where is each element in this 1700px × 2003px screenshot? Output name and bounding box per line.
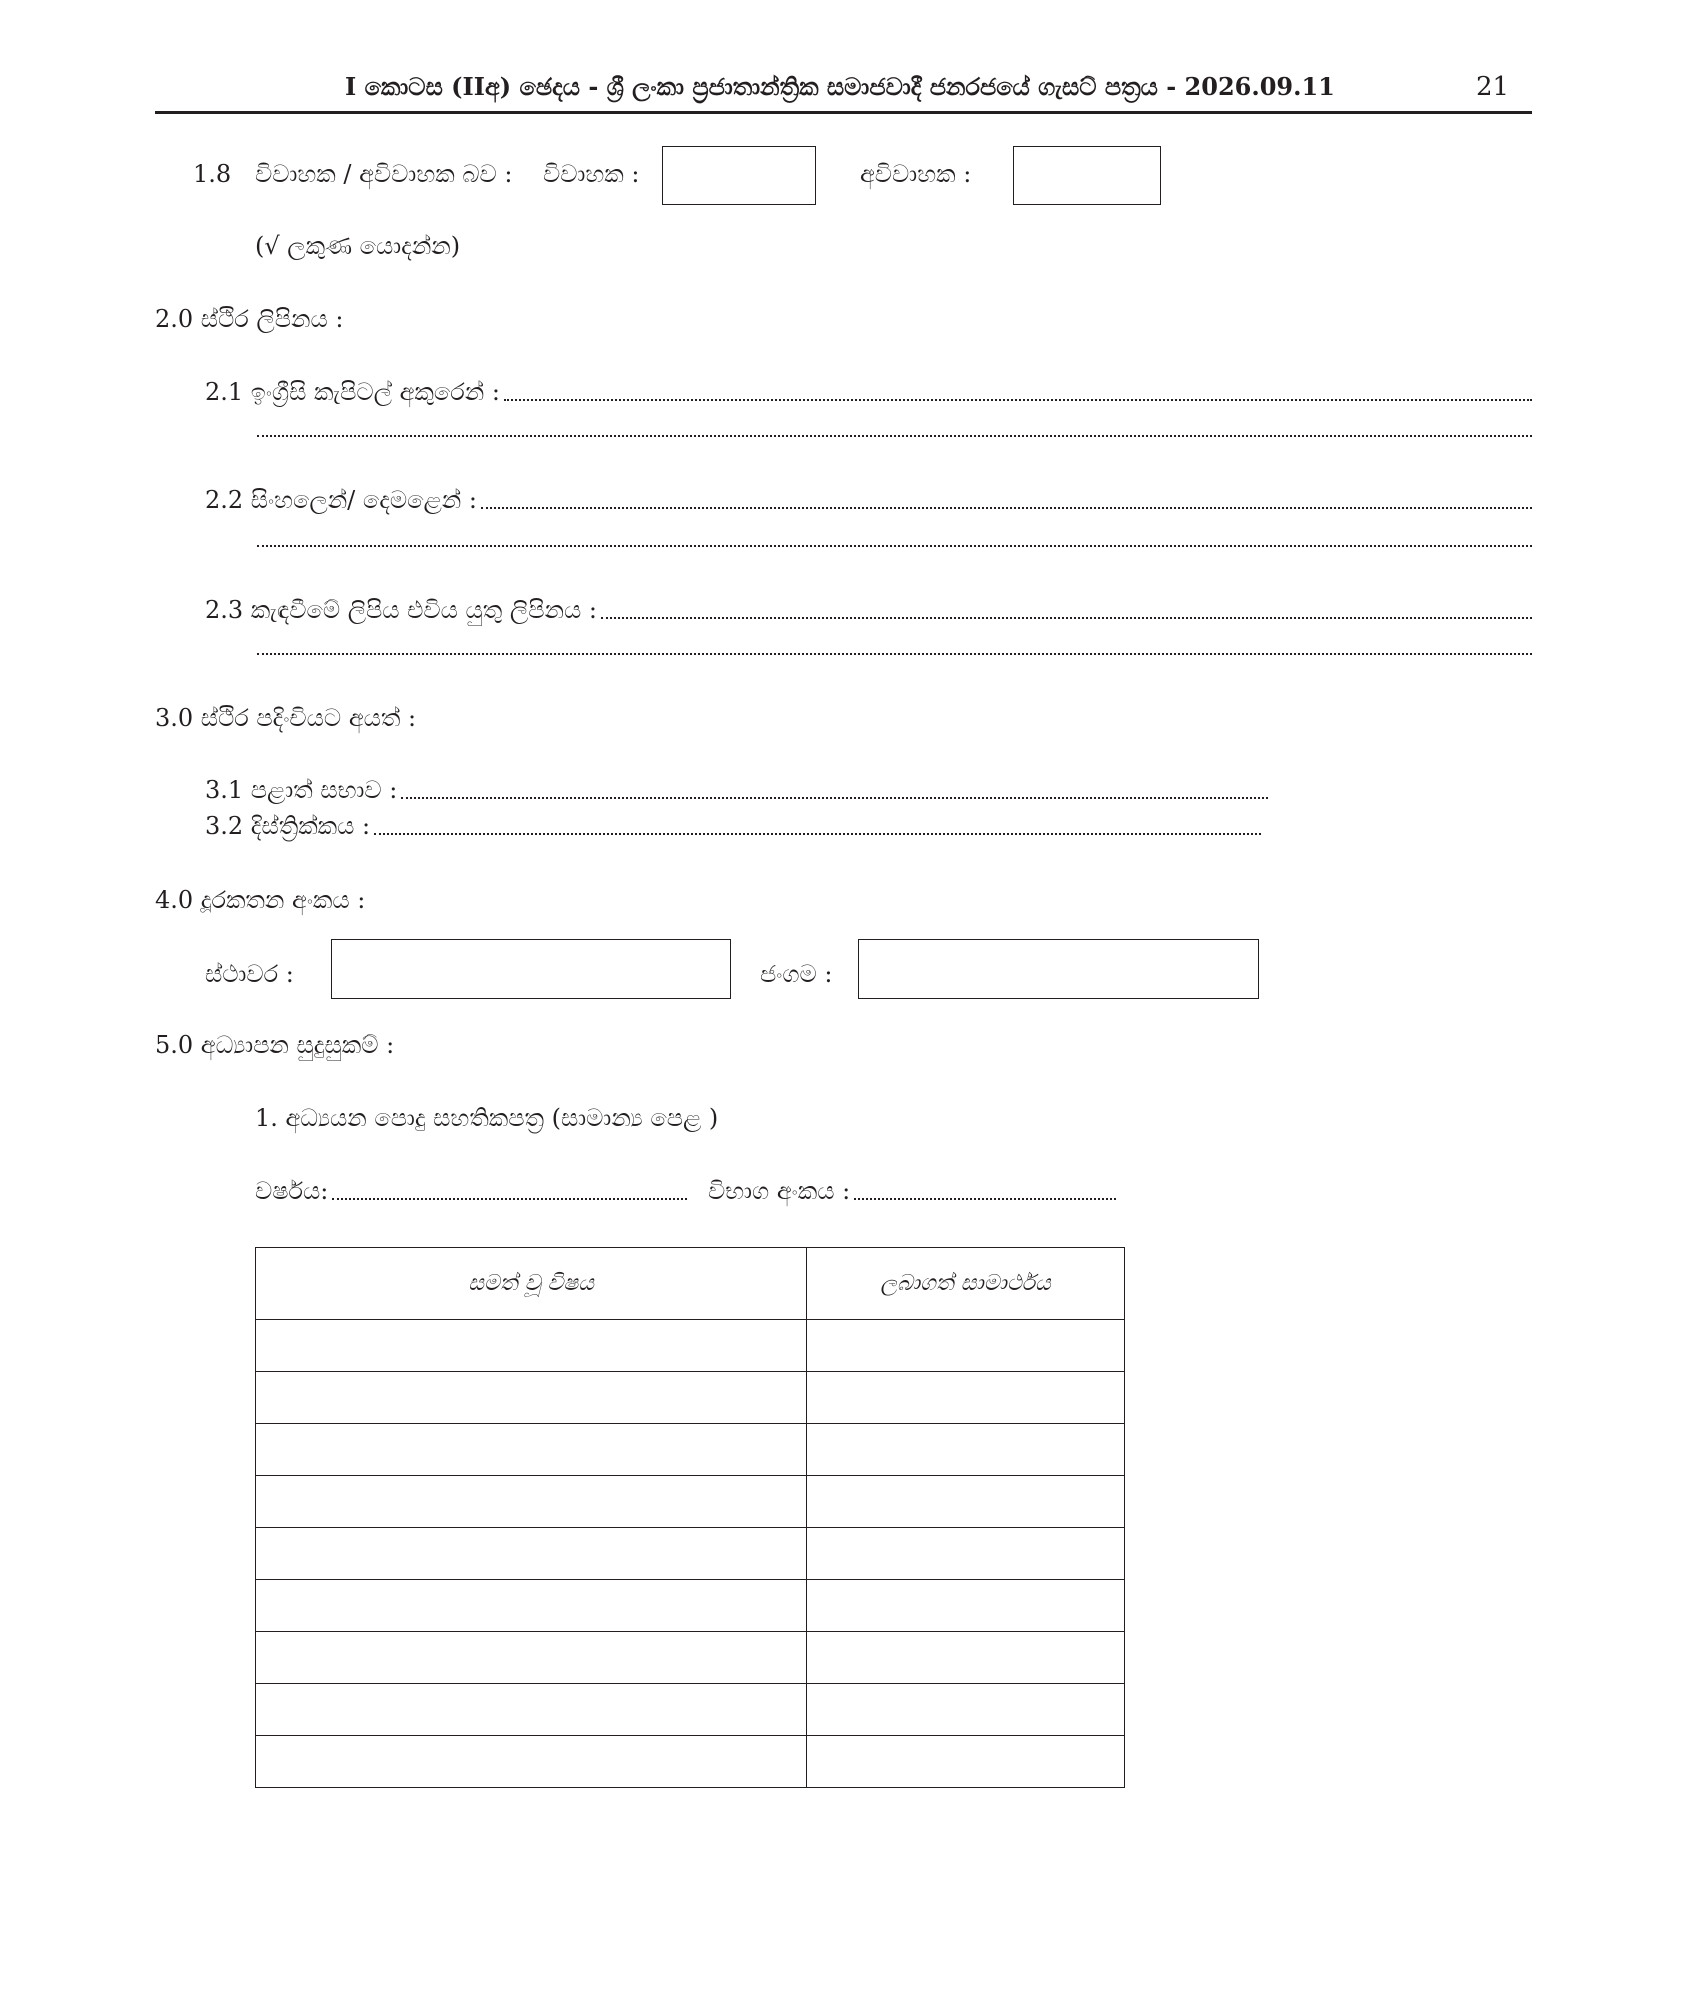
- grade-cell[interactable]: [807, 1632, 1125, 1684]
- subject-cell[interactable]: [256, 1736, 807, 1788]
- subject-cell[interactable]: [256, 1372, 807, 1424]
- ol-certificate-heading: 1. අධ්‍යයන පොදු සහතිකපත්‍ර (සාමාන්‍ය පෙළ ): [255, 1104, 719, 1132]
- subject-column-header: සමත් වූ විෂය: [256, 1248, 807, 1320]
- address-english-label: 2.1 ඉංග්‍රීසි කැපිටල් අකුරෙන් :: [205, 378, 500, 406]
- subject-cell[interactable]: [256, 1476, 807, 1528]
- section-3-heading: 3.0 ස්ථිර පදිංචියට අයත් :: [155, 704, 417, 732]
- married-checkbox[interactable]: [662, 146, 816, 205]
- address-english-line-2[interactable]: [257, 435, 1532, 437]
- marital-status-label: විවාහක / අවිවාහක බව :: [255, 160, 513, 188]
- correspondence-address-line-2[interactable]: [257, 653, 1532, 655]
- subject-cell[interactable]: [256, 1580, 807, 1632]
- table-row: [256, 1320, 1125, 1372]
- exam-year-field[interactable]: [255, 1177, 687, 1205]
- table-row: [256, 1476, 1125, 1528]
- married-label: විවාහක :: [543, 160, 640, 188]
- subject-cell[interactable]: [256, 1424, 807, 1476]
- mobile-phone-label: ජංගම :: [760, 960, 833, 988]
- section-1-8-number: 1.8: [193, 160, 232, 188]
- subject-cell[interactable]: [256, 1528, 807, 1580]
- fixed-phone-input[interactable]: [331, 939, 731, 999]
- section-2-heading: 2.0 ස්ථිර ලිපිනය :: [155, 305, 344, 333]
- provincial-council-label: 3.1 පළාත් සභාව :: [205, 776, 398, 804]
- section-5-heading: 5.0 අධ්‍යාපන සුදුසුකම් :: [155, 1031, 395, 1059]
- unmarried-label: අවිවාහක :: [860, 160, 972, 188]
- exam-index-label: විභාග අංකය :: [708, 1177, 851, 1205]
- grade-cell[interactable]: [807, 1528, 1125, 1580]
- subject-cell[interactable]: [256, 1684, 807, 1736]
- table-row: [256, 1580, 1125, 1632]
- district-label: 3.2 දිස්ත්‍රික්කය :: [205, 812, 371, 840]
- grade-cell[interactable]: [807, 1320, 1125, 1372]
- table-row: [256, 1632, 1125, 1684]
- grade-cell[interactable]: [807, 1684, 1125, 1736]
- provincial-council-field[interactable]: [205, 776, 1268, 804]
- table-row: [256, 1372, 1125, 1424]
- address-sinhala-tamil-field[interactable]: [205, 486, 1532, 514]
- table-row: [256, 1424, 1125, 1476]
- grade-cell[interactable]: [807, 1736, 1125, 1788]
- address-sinhala-tamil-label: 2.2 සිංහලෙන්/ දෙමළෙන් :: [205, 486, 478, 514]
- table-row: [256, 1684, 1125, 1736]
- unmarried-checkbox[interactable]: [1013, 146, 1161, 205]
- correspondence-address-label: 2.3 කැඳවීමේ ලිපිය එවිය යුතු ලිපිනය :: [205, 596, 597, 624]
- district-field[interactable]: [205, 812, 1261, 840]
- fixed-phone-label: ස්ථාවර :: [205, 960, 294, 988]
- address-english-field[interactable]: [205, 378, 1532, 406]
- table-row: [256, 1736, 1125, 1788]
- gazette-header-title: I කොටස (IIඅ) ඡෙදය - ශ්‍රී ලංකා ප්‍රජාතාන්ත්‍රික සමාජවාදී ජනරජයේ ගැසට් පත්‍රය - 2026.09.11: [345, 72, 1335, 101]
- table-row: [256, 1528, 1125, 1580]
- page-number: 21: [1476, 72, 1510, 102]
- header-divider: [155, 111, 1532, 114]
- address-sinhala-tamil-line-2[interactable]: [257, 545, 1532, 547]
- grade-cell[interactable]: [807, 1372, 1125, 1424]
- subject-cell[interactable]: [256, 1320, 807, 1372]
- grade-cell[interactable]: [807, 1476, 1125, 1528]
- tick-instruction-note: (√ ලකුණ යොදන්න): [255, 232, 461, 260]
- exam-index-field[interactable]: [708, 1177, 1116, 1205]
- correspondence-address-field[interactable]: [205, 596, 1532, 624]
- exam-year-label: වර්ෂය:: [255, 1177, 329, 1205]
- subject-cell[interactable]: [256, 1632, 807, 1684]
- section-4-heading: 4.0 දූරකතන අංකය :: [155, 886, 366, 914]
- mobile-phone-input[interactable]: [858, 939, 1259, 999]
- grade-cell[interactable]: [807, 1580, 1125, 1632]
- ol-results-table: [255, 1247, 1125, 1788]
- grade-cell[interactable]: [807, 1424, 1125, 1476]
- table-header-row: [256, 1248, 1125, 1320]
- grade-column-header: ලබාගත් සාමාර්ථය: [807, 1248, 1125, 1320]
